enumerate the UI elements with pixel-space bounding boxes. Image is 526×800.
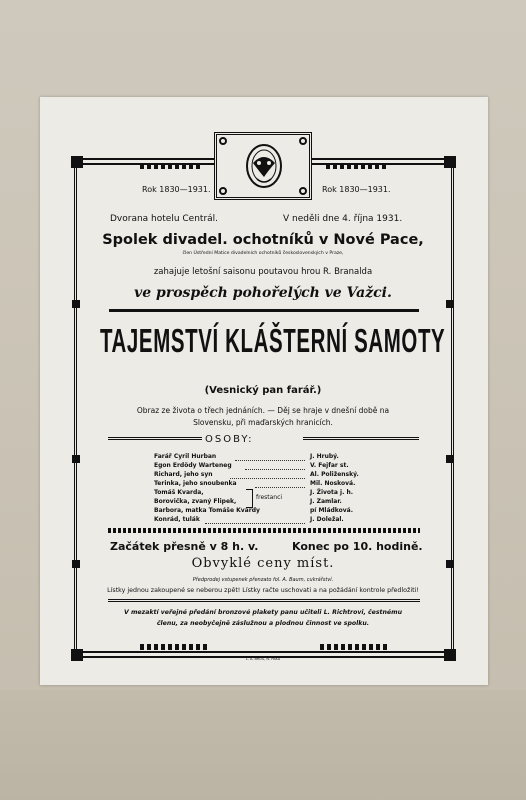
printer-mark: L. A. BRÜS, N. PAKA [245,657,281,661]
description-line-1: Obraz ze života o třech jednáních. — Děj se hraje v dnešní době na [136,406,390,415]
frame-corner-tr [444,156,456,168]
emblem-corner-ring [219,187,227,195]
frame-side-ornament [72,300,80,308]
divider [108,437,202,440]
cast-role: Borovička, zvaný Flipek, [154,498,237,505]
emblem-corner-ring [219,137,227,145]
year-left: Rok 1830—1931. [142,185,211,194]
cast-actor: J. Hrubý. [310,453,339,460]
frame-side-ornament [446,455,454,463]
divider [108,599,420,602]
frame-side-ornament [446,300,454,308]
benefit-line: ve prospěch pohořelých ve Važci. [134,285,392,301]
cast-role: Terinka, jeho snoubenka [154,480,237,487]
intermission-line-2: členu, za neobyčejně záslužnou a plodnou činnost ve spolku. [156,620,370,627]
frame-corner-tl [71,156,83,168]
play-subtitle: (Vesnický pan farář.) [204,385,322,396]
dot-leader [245,469,305,470]
dot-leader [255,487,305,488]
emblem-corner-ring [299,187,307,195]
cast-bracket [246,489,253,508]
cast-role: Barbora, matka Tomáše Kvardy [154,507,260,514]
cast-actor: Mil. Nosková. [310,480,356,487]
cast-actor: pí Mládková. [310,507,354,514]
divider [303,437,419,440]
frame-ornament-band [140,163,200,169]
ornamental-divider [108,528,420,533]
opening-line: zahajuje letošní saisonu poutavou hrou R. Branalda [153,267,373,277]
description-line-2: Slovensku, při maďarských hranicích. [193,418,333,427]
divider [109,309,419,312]
society-emblem [214,132,312,200]
end-time: Konec po 10. hodině. [292,540,423,553]
tickets-note: Lístky jednou zakoupené se neberou zpět! Lístky račte uschovati a na požádání kontrole předložiti! [107,587,419,594]
start-time: Začátek přesně v 8 h. v. [110,540,259,553]
year-right: Rok 1830—1931. [322,185,391,194]
cast-actor: J. Doležal. [310,516,344,523]
background-board [0,690,526,800]
dot-leader [230,478,305,479]
frame-ornament-band [320,644,390,650]
frame-ornament-band [140,644,210,650]
cast-role: Tomáš Kvarda, [154,489,204,496]
prices-text: Obvyklé ceny míst. [191,556,335,571]
cast-actor: J. Života j. h. [310,489,354,496]
cast-role: Farář Cyril Hurban [154,453,217,460]
frame-ornament-band [326,163,386,169]
cast-bracket-label: frestanci [256,494,283,501]
cast-actor: V. Fejfar st. [310,462,349,469]
cast-actor: Al. Poliženský. [310,471,359,478]
intermission-line-1: V mezaktí veřejné předání bronzové plakety panu učiteli L. Richtrovi, čestnému [124,609,402,616]
dot-leader [235,460,305,461]
cast-actor: J. Zamlar. [310,498,342,505]
date-text: V neděli dne 4. října 1931. [283,214,403,224]
play-title: TAJEMSTVÍ KLÁŠTERNÍ SAMOTY [99,322,446,359]
theatre-mask-emblem-icon [244,141,284,191]
cast-role: Egon Erdödy Warteneg [154,462,232,469]
emblem-corner-ring [299,137,307,145]
society-subtitle: člen Ústřední Matice divadelních ochotníků československých v Praze, [182,251,344,256]
frame-side-ornament [72,455,80,463]
presale-text: Předprodej vstupenek přenzato fol. A. Baum, cukrářství. [192,577,334,583]
dot-leader [205,523,305,524]
cast-heading: OSOBY: [205,434,254,445]
society-name: Spolek divadel. ochotníků v Nové Pace, [102,232,424,248]
cast-role: Richard, jeho syn [154,471,213,478]
venue-text: Dvorana hotelu Centrál. [110,214,219,224]
cast-role: Konrád, tulák [154,516,200,523]
